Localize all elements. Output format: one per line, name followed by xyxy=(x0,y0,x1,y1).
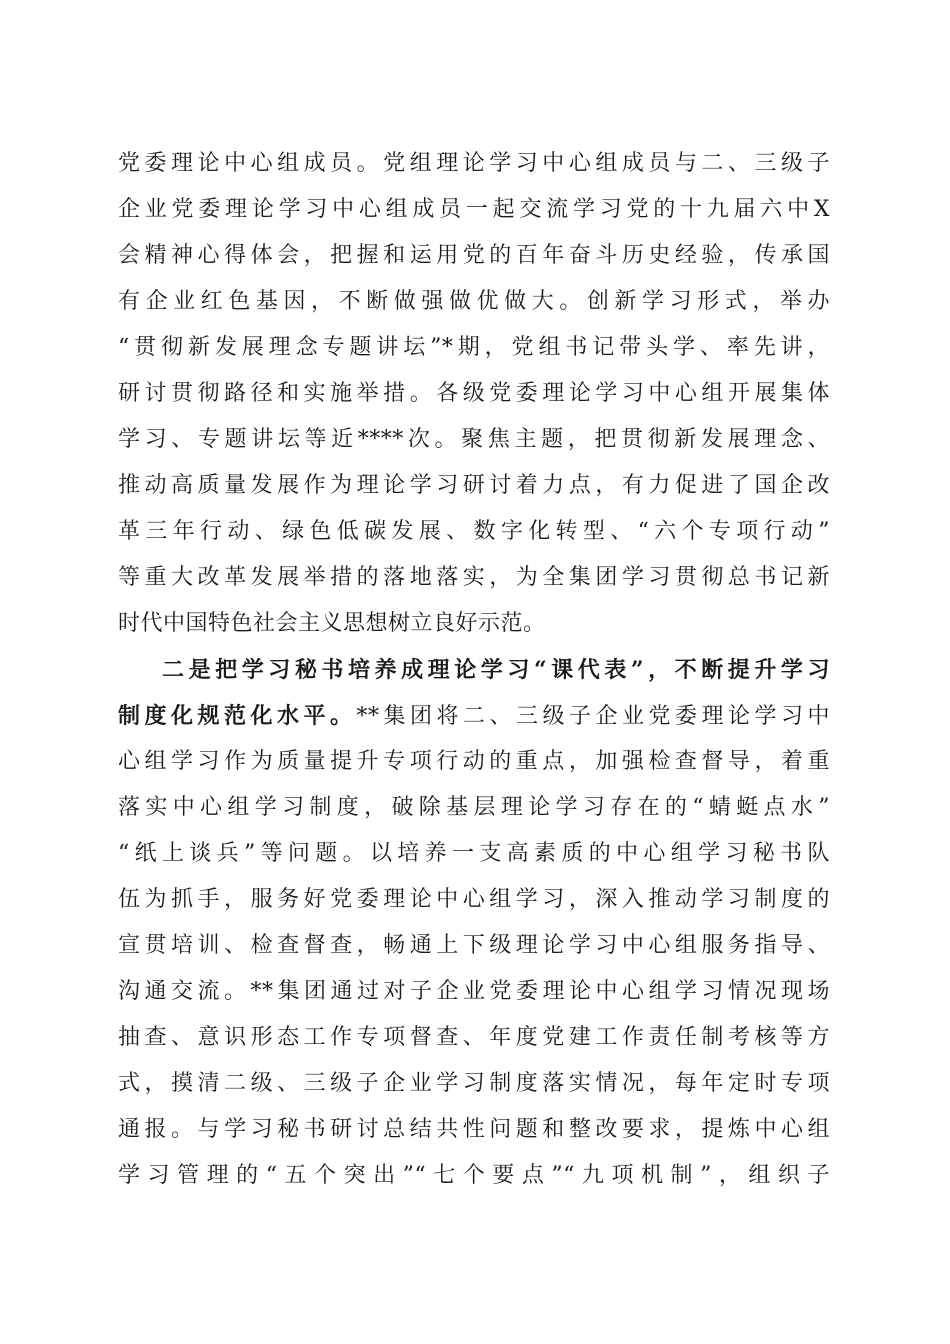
paragraph-2-line-4: 落实中心组学习制度，破除基层理论学习存在的“蜻蜓点水” xyxy=(118,795,830,820)
paragraph-2-line-7: 宣贯培训、检查督查，畅通上下级理论学习中心组服务指导、 xyxy=(118,933,830,958)
paragraph-2-line-10: 式，摸清二级、三级子企业学习制度落实情况，每年定时专项 xyxy=(118,1071,830,1096)
paragraph-2-line-6: 伍为抓手，服务好党委理论中心组学习，深入推动学习制度的 xyxy=(118,887,830,912)
paragraph-1-line-2: 企业党委理论学习中心组成员一起交流学习党的十九届六中X xyxy=(118,197,830,222)
paragraph-1-line-8: 推动高质量发展作为理论学习研讨着力点，有力促进了国企改 xyxy=(118,473,830,498)
paragraph-2-line-12: 学习管理的“五个突出”“七个要点”“九项机制”，组织子 xyxy=(118,1163,830,1188)
paragraph-2-line-3: 心组学习作为质量提升专项行动的重点，加强检查督导，着重 xyxy=(118,749,830,774)
paragraph-1-line-5: “贯彻新发展理念专题讲坛”*期，党组书记带头学、率先讲， xyxy=(118,335,830,360)
paragraph-2-line-8: 沟通交流。**集团通过对子企业党委理论中心组学习情况现场 xyxy=(118,979,830,1004)
paragraph-1-line-6: 研讨贯彻路径和实施举措。各级党委理论学习中心组开展集体 xyxy=(118,381,830,406)
paragraph-2-line-5: “纸上谈兵”等问题。以培养一支高素质的中心组学习秘书队 xyxy=(118,841,830,866)
paragraph-1-line-3: 会精神心得体会，把握和运用党的百年奋斗历史经验，传承国 xyxy=(118,243,830,268)
paragraph-2-heading-line-1: 二是把学习秘书培养成理论学习“课代表”，不断提升学习 xyxy=(162,657,830,683)
paragraph-1-line-10: 等重大改革发展举措的落地落实，为全集团学习贯彻总书记新 xyxy=(118,565,830,590)
paragraph-1-line-7: 学习、专题讲坛等近****次。聚焦主题，把贯彻新发展理念、 xyxy=(118,427,830,452)
paragraph-2-line-2 xyxy=(118,693,830,739)
paragraph-1-line-4: 有企业红色基因，不断做强做优做大。创新学习形式，举办 xyxy=(118,289,830,314)
paragraph-1-line-11: 时代中国特色社会主义思想树立良好示范。 xyxy=(118,611,546,636)
paragraph-2-line-9: 抽查、意识形态工作专项督查、年度党建工作责任制考核等方 xyxy=(118,1025,830,1050)
paragraph-1-line-1: 党委理论中心组成员。党组理论学习中心组成员与二、三级子 xyxy=(118,151,830,176)
paragraph-2-heading-tail: 制度化规范化水平。 xyxy=(118,703,357,729)
paragraph-2-line-2-rest: **集团将二、三级子企业党委理论学习中 xyxy=(356,704,830,729)
paragraph-1-line-9: 革三年行动、绿色低碳发展、数字化转型、“六个专项行动” xyxy=(118,519,830,544)
paragraph-2-line-11: 通报。与学习秘书研讨总结共性问题和整改要求，提炼中心组 xyxy=(118,1117,830,1142)
